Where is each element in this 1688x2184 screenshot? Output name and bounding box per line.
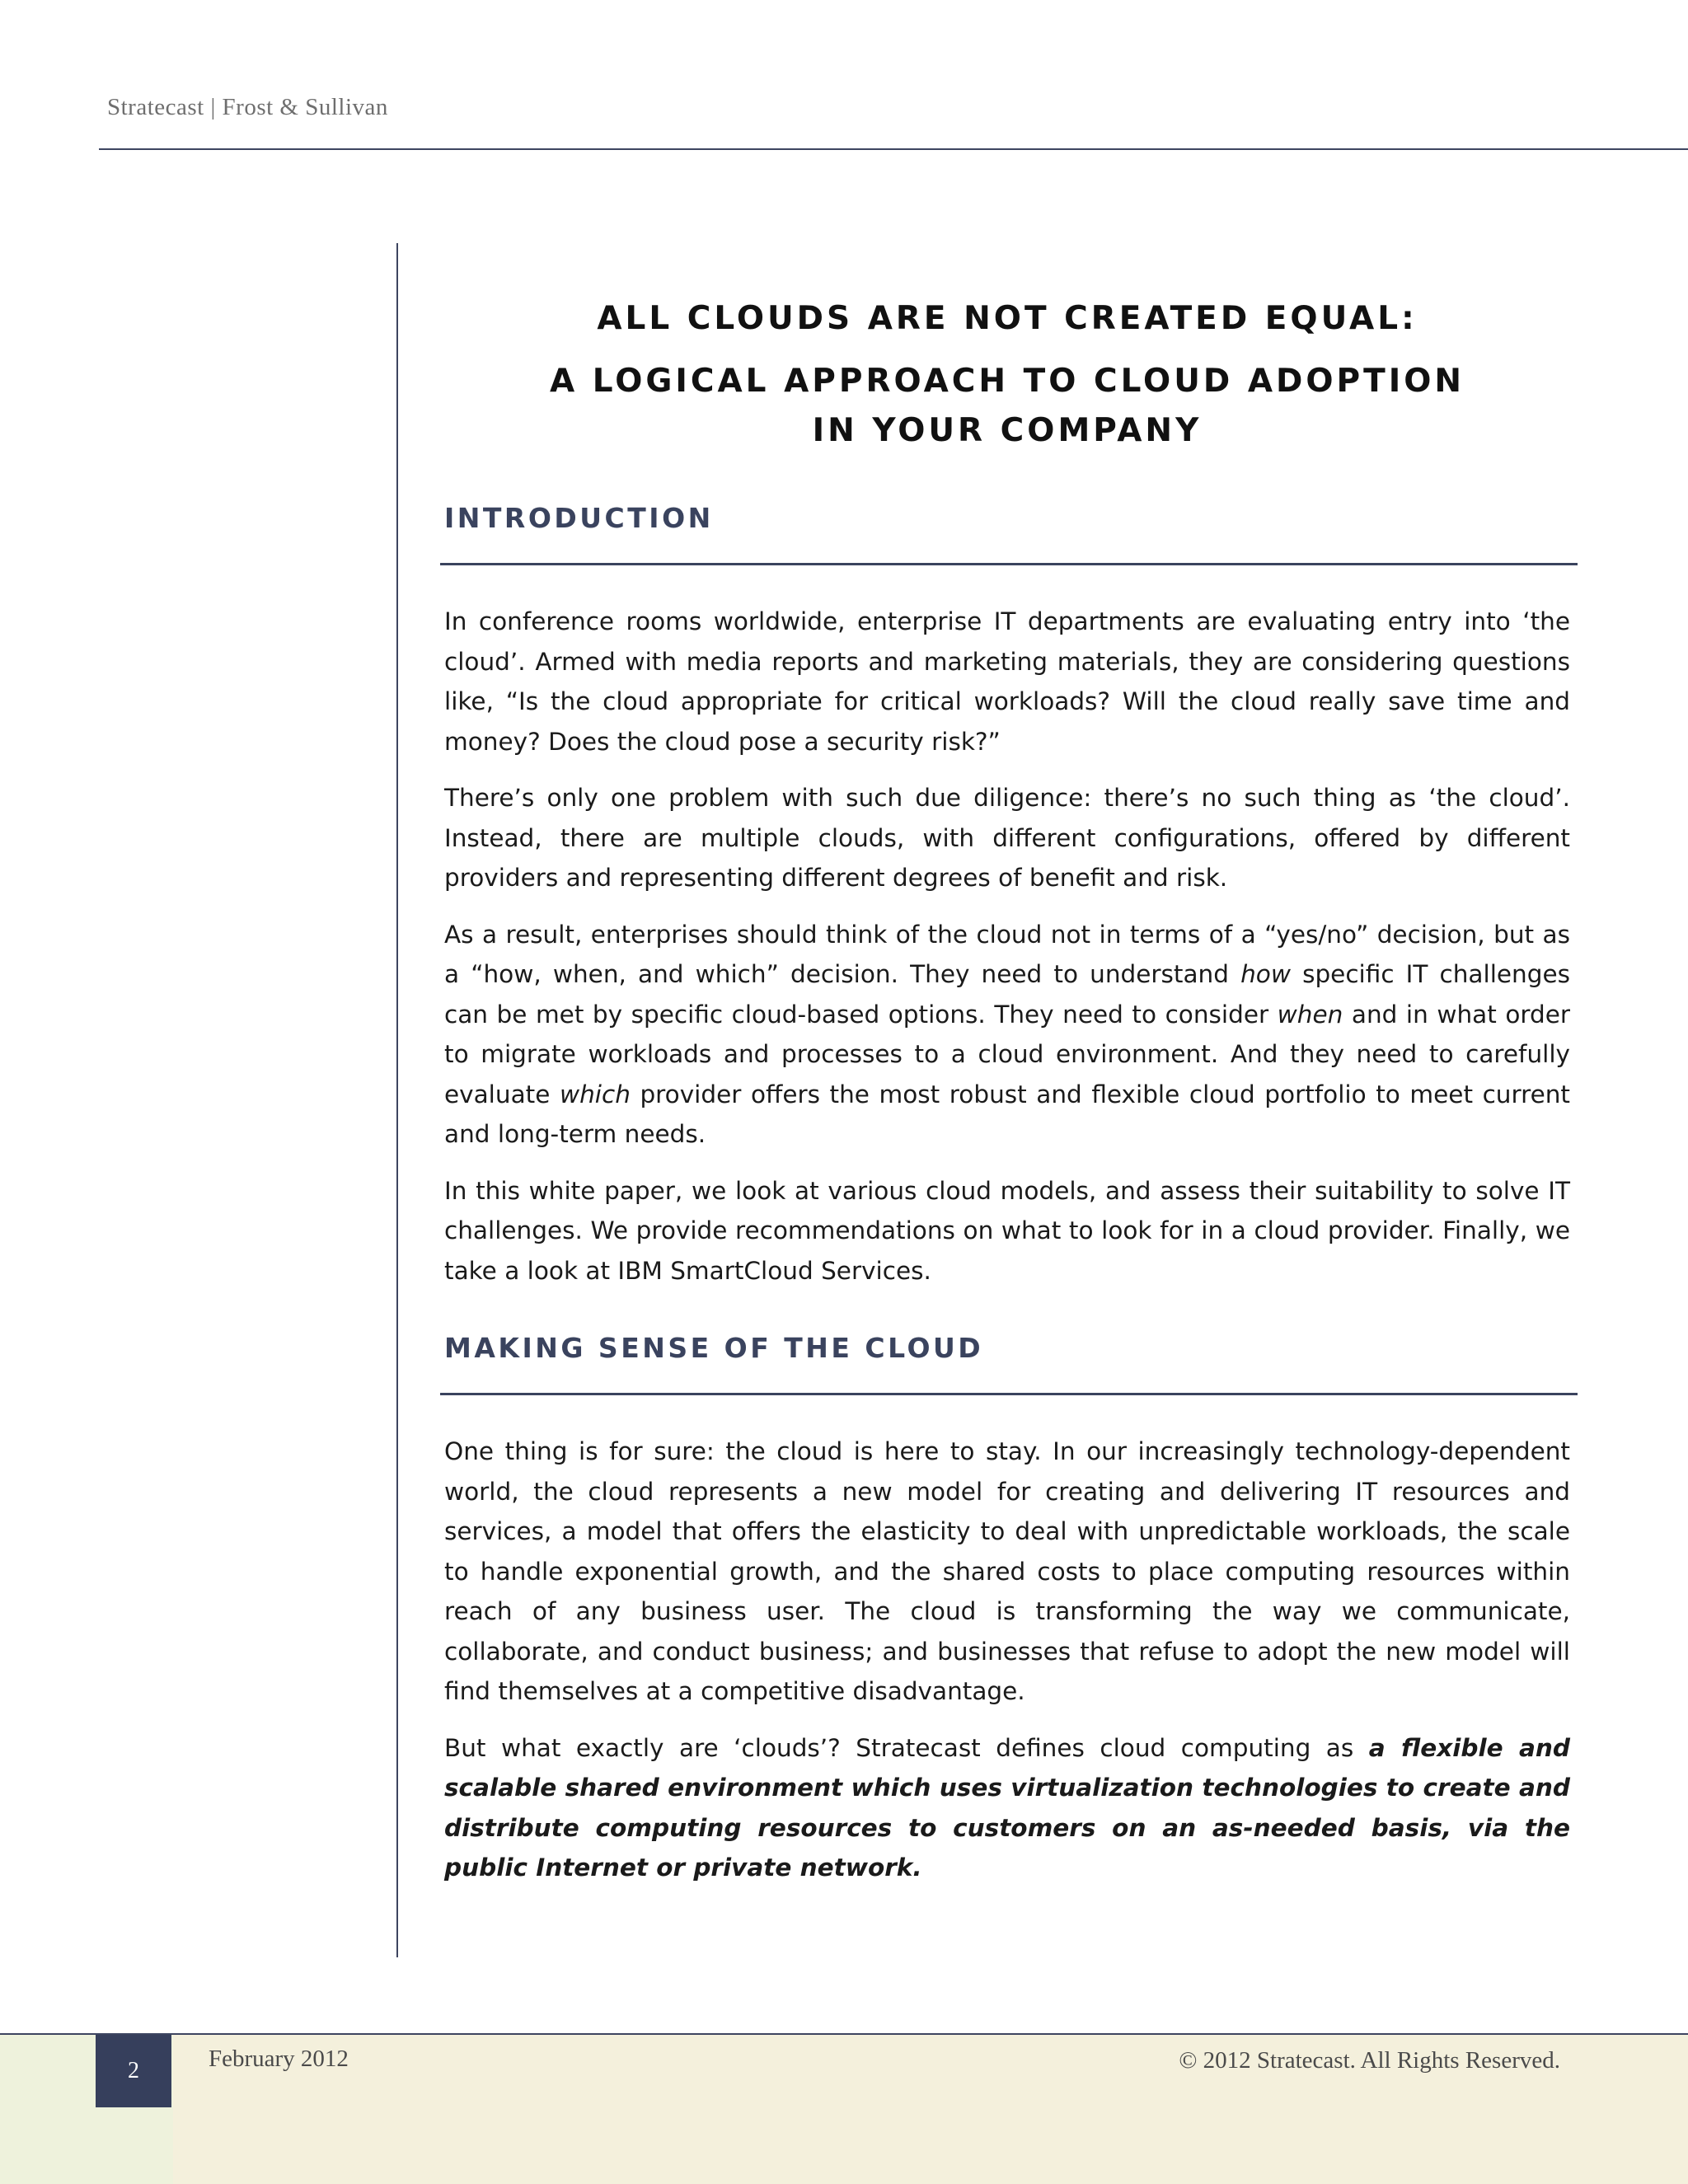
intro-p3-part-b: specific IT challenges can be met by specific cloud-based options. They need to consider	[444, 960, 1570, 1029]
margin-rule	[396, 243, 398, 1957]
header-publisher: Stratecast | Frost & Sullivan	[107, 94, 388, 120]
main-content	[444, 293, 1570, 1888]
intro-p3-how: how	[1240, 960, 1291, 988]
section-divider-introduction	[440, 563, 1578, 565]
intro-paragraph-3	[444, 915, 1570, 1155]
header-divider	[99, 148, 1688, 150]
making-sense-body	[444, 1432, 1570, 1888]
intro-p3-which: which	[559, 1080, 631, 1108]
making-sense-paragraph-1: One thing is for sure: the cloud is here to stay. In our increasingly technology-dependent world, the cloud represents a new model for creating and delivering IT resources and services, a model that offers the elasticity to deal with unpredictable workloads, the scale to handle exponential growth, and the shared costs to place computing resources within reach of any business user. The cloud is transforming the way we communicate, collaborate, and conduct business; and businesses that refuse to adopt the new model will find themselves at a competitive disadvantage.	[444, 1437, 1570, 1705]
intro-p3-when: when	[1277, 1000, 1343, 1029]
definition-lead: But what exactly are ‘clouds’? Stratecast defines cloud computing as	[444, 1733, 1369, 1762]
document-title-line1: ALL CLOUDS ARE NOT CREATED EQUAL:	[597, 300, 1418, 337]
section-heading-introduction: INTRODUCTION	[444, 502, 714, 534]
document-title-line2a: A LOGICAL APPROACH TO CLOUD ADOPTION	[549, 363, 1465, 400]
making-sense-paragraph-2	[444, 1728, 1570, 1888]
footer-date: February 2012	[209, 2046, 349, 2072]
intro-paragraph-1: In conference rooms worldwide, enterprise IT departments are evaluating entry into ‘the cloud’. Armed with media reports and marketing materials, they are considering questions like, “Is the cloud appropriate for critical workloads? Will the cloud really save time and money? Does the cloud pose a security risk?”	[444, 607, 1570, 756]
intro-p3-part-d: provider offers the most robust and flexible cloud portfolio to meet current and long-term needs.	[444, 1080, 1570, 1148]
page-number: 2	[96, 2035, 171, 2107]
document-title-line2b: IN YOUR COMPANY	[812, 412, 1203, 449]
section-heading-making-sense: MAKING SENSE OF THE CLOUD	[444, 1332, 984, 1364]
intro-p3-part-a: As a result, enterprises should think of the cloud not in terms of a “yes/no” decision, but as a “how, when, and which” decision. They need to understand	[444, 920, 1570, 988]
intro-p3-part-c: and in what order to migrate workloads and processes to a cloud environment. And they need to carefully evaluate	[444, 1000, 1571, 1108]
footer-copyright: © 2012 Stratecast. All Rights Reserved.	[1179, 2047, 1560, 2074]
introduction-body	[444, 602, 1570, 1291]
intro-paragraph-2: There’s only one problem with such due diligence: there’s no such thing as ‘the cloud’. Instead, there are multiple clouds, with different configurations, offered by different providers and representing different degrees of benefit and risk.	[444, 784, 1570, 892]
section-divider-making-sense	[440, 1393, 1578, 1395]
intro-paragraph-4: In this white paper, we look at various cloud models, and assess their suitability to solve IT challenges. We provide recommendations on what to look for in a cloud provider. Finally, we take a look at IBM SmartCloud Services.	[444, 1176, 1570, 1285]
cloud-definition-emphasis: a flexible and scalable shared environment which uses virtualization technologies to create and distribute computing resources to customers on an as-needed basis, via the public Internet or private network.	[444, 1733, 1570, 1882]
